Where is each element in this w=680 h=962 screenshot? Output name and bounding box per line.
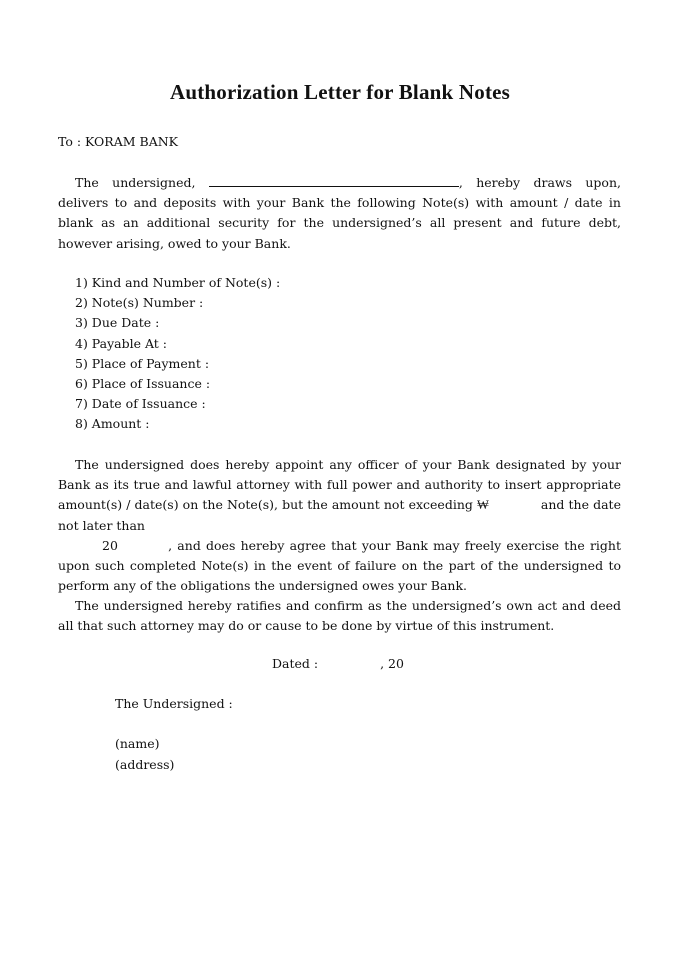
dated-year-suffix: , 20 <box>380 656 404 671</box>
list-item: 8) Amount : <box>75 416 150 432</box>
undersigned-label: The Undersigned : <box>115 696 233 711</box>
intro-text-after-blank: , hereby draws upon, delivers to and deposits with your Bank the following Note(s) with amount / date in blank as an additional security for the undersigned’s all present and future debt, however arising, owed to your Bank. <box>58 175 621 251</box>
document-title: Authorization Letter for Blank Notes <box>169 80 511 104</box>
list-item: 3) Due Date : <box>75 315 160 331</box>
dated-label: Dated : <box>272 656 319 671</box>
list-item: 6) Place of Issuance : <box>75 376 211 392</box>
currency-symbol: ₩ <box>476 497 489 513</box>
dated-line <box>272 656 404 671</box>
intro-paragraph <box>58 173 621 254</box>
name-label: (name) <box>115 736 160 751</box>
intro-text-before-blank: The undersigned, <box>75 175 196 190</box>
list-item: 1) Kind and Number of Note(s) : <box>75 275 281 290</box>
undersigned-name-blank <box>209 175 459 187</box>
list-item: 7) Date of Issuance : <box>75 396 206 412</box>
list-item: 2) Note(s) Number : <box>75 295 204 311</box>
note-details-list <box>75 273 280 435</box>
year-prefix: 20 <box>102 537 118 553</box>
list-item: 5) Place of Payment : <box>75 355 210 371</box>
appointment-text-part3: , and does hereby agree that your Bank may freely exercise the right upon such completed Note(s) in the event of failure on the part of the undersigned to perform any of the obligations the undersigned owes your Bank. <box>58 537 621 594</box>
addressee-line: To : KORAM BANK <box>58 134 179 149</box>
ratification-text: The undersigned hereby ratifies and confirm as the undersigned’s own act and deed all that such attorney may do or cause to be done by virtue of this instrument. <box>58 598 621 634</box>
ratification-paragraph <box>58 596 621 636</box>
appointment-paragraph <box>58 455 621 596</box>
list-item: 4) Payable At : <box>75 335 168 351</box>
appointment-text-part2: and the date not later than <box>58 497 621 533</box>
address-label: (address) <box>115 757 175 772</box>
appointment-text-part1: The undersigned does hereby appoint any officer of your Bank designated by your Bank as its true and lawful attorney with full power and authority to insert appropriate amount(s) / date(s) on the Note(s), but the amount not exceeding <box>58 457 621 513</box>
